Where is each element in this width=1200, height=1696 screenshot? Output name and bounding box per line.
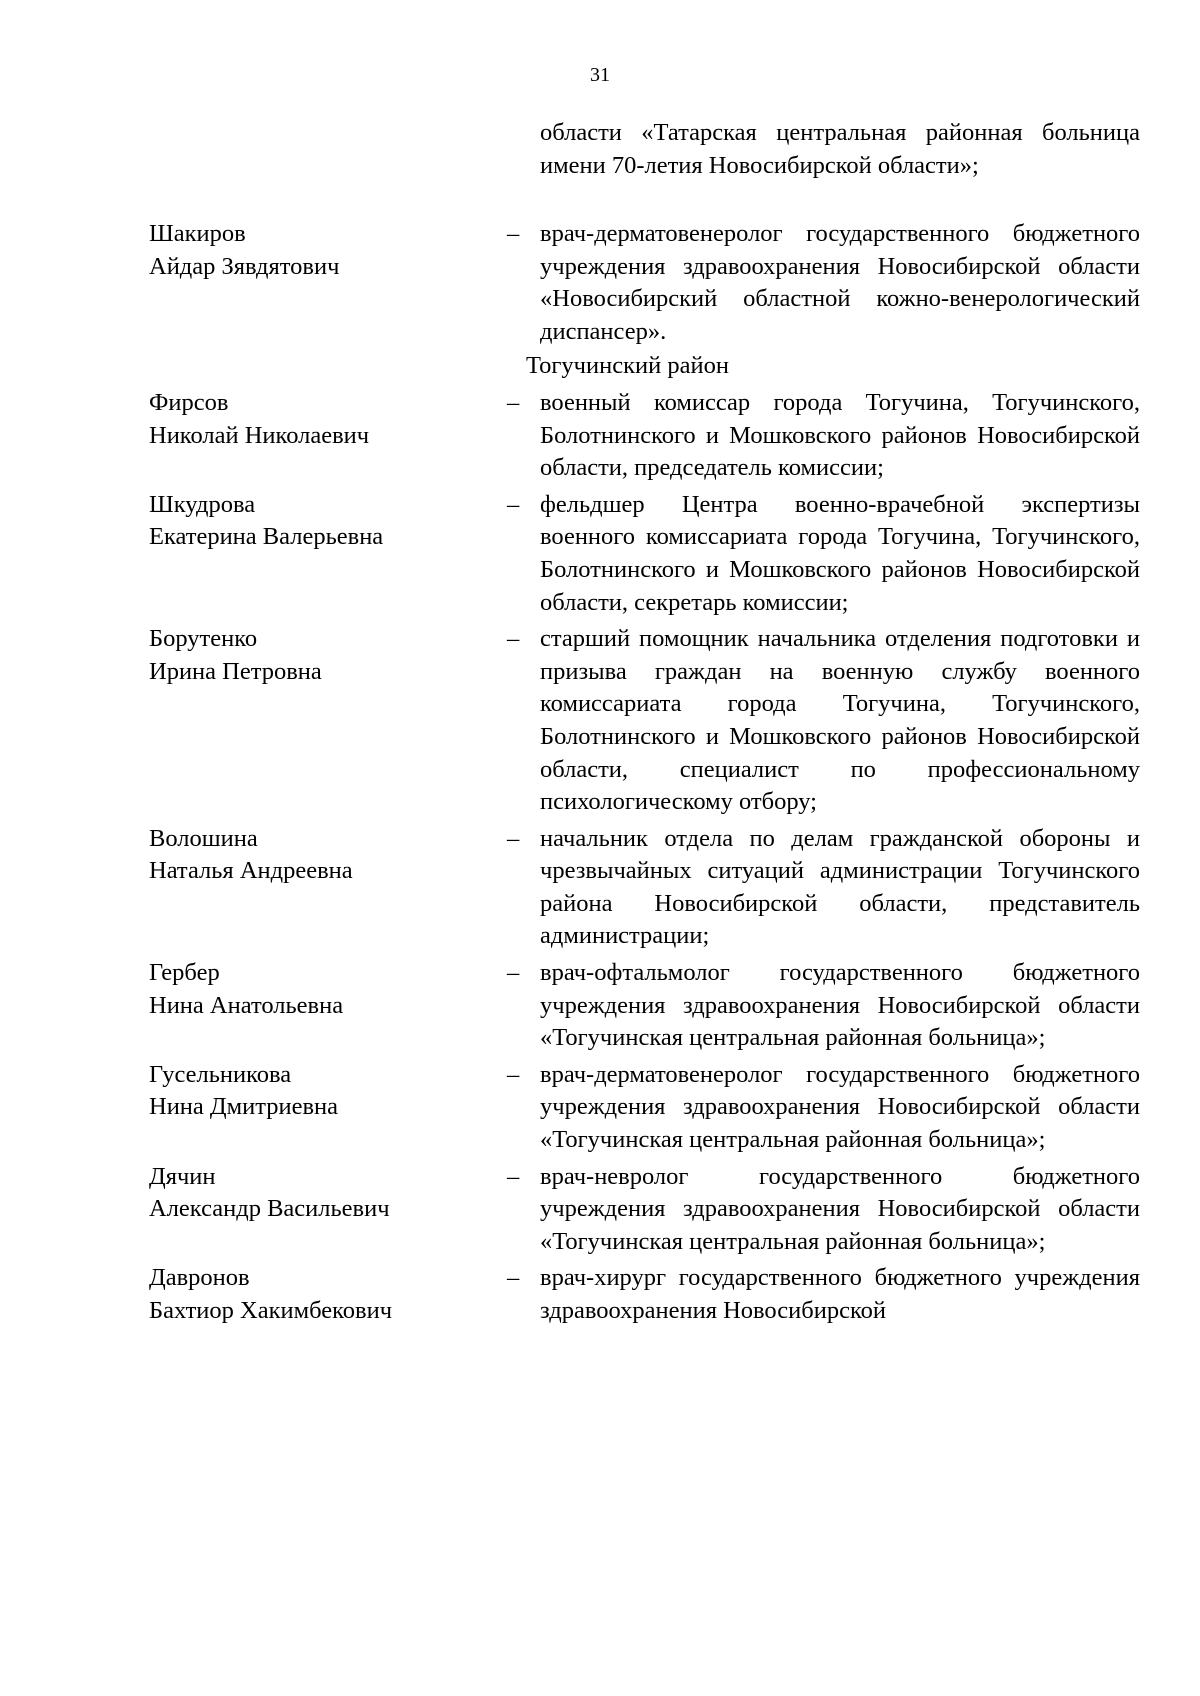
member-name (149, 623, 479, 688)
list-item (0, 1059, 1200, 1157)
list-item (0, 387, 1200, 485)
list-item (0, 489, 1200, 619)
list-item (0, 1262, 1200, 1327)
member-name (149, 387, 479, 452)
dash-separator: – (507, 388, 520, 416)
dash-separator: – (507, 959, 520, 987)
member-given-names: Наталья Андреевна (149, 857, 353, 885)
member-surname: Давронов (149, 1264, 250, 1292)
member-surname: Волошина (149, 824, 258, 852)
member-surname: Гусельникова (149, 1060, 292, 1088)
dash-separator: – (507, 625, 520, 653)
dash-separator: – (507, 220, 520, 247)
list-item (0, 823, 1200, 953)
member-name (149, 957, 479, 1022)
dash-separator: – (507, 490, 520, 518)
member-given-names: Бахтиор Хакимбекович (149, 1297, 393, 1324)
member-given-names: Александр Васильевич (149, 1195, 390, 1223)
member-surname: Дячин (149, 1162, 216, 1190)
page-number: 31 (590, 64, 610, 86)
dash-separator: – (507, 1162, 520, 1190)
member-surname: Гербер (149, 959, 220, 987)
member-given-names: Айдар Зявдятович (149, 252, 340, 280)
member-surname: Шакиров (149, 220, 246, 247)
member-position: военный комиссар города Тогучина, Тогучинского, Болотнинского и Мошковского районов Новосибирской области, председатель комиссии; (540, 388, 1140, 482)
member-surname: Шкудрова (149, 490, 256, 518)
list-item (0, 957, 1200, 1055)
member-list (0, 218, 1200, 1328)
dash-separator: – (507, 1264, 520, 1292)
member-position: врач-дерматовенеролог государственного бюджетного учреждения здравоохранения Новосибирской области «Тогучинская центральная районная больница»; (540, 1060, 1140, 1154)
member-name (149, 823, 479, 888)
member-position: начальник отдела по делам гражданской обороны и чрезвычайных ситуаций администрации Тогучинского района Новосибирской области, представитель администрации; (540, 824, 1140, 950)
member-position: врач-офтальмолог государственного бюджетного учреждения здравоохранения Новосибирской области «Тогучинская центральная районная больница»; (540, 959, 1140, 1052)
member-position: врач-невролог государственного бюджетного учреждения здравоохранения Новосибирской области «Тогучинская центральная районная больница»; (540, 1162, 1140, 1255)
continuation-text: области «Татарская центральная районная больница имени 70-летия Новосибирской области»; (540, 119, 1140, 179)
member-name (149, 218, 479, 283)
list-item (0, 623, 1200, 819)
member-given-names: Нина Анатольевна (149, 991, 344, 1019)
member-name (149, 489, 479, 554)
dash-separator: – (507, 824, 520, 852)
member-given-names: Екатерина Валерьевна (149, 523, 384, 551)
member-position: старший помощник начальника отделения подготовки и призыва граждан на военную службу военного комиссариата города Тогучина, Тогучинского, Болотнинского и Мошковского районов Новосибирской области, специалист по профессиональному психологическому отбору; (540, 625, 1140, 816)
list-item (0, 1161, 1200, 1259)
member-position: фельдшер Центра военно-врачебной экспертизы военного комиссариата города Тогучина, Тогучинского, Болотнинского и Мошковского районов Новосибирской области, секретарь комиссии; (540, 490, 1140, 616)
member-surname: Фирсов (149, 388, 229, 416)
member-surname: Борутенко (149, 625, 258, 653)
member-given-names: Ирина Петровна (149, 657, 322, 685)
member-position: врач-хирург государственного бюджетного учреждения здравоохранения Новосибирской (540, 1264, 1140, 1324)
list-item (0, 218, 1200, 348)
dash-separator: – (507, 1060, 520, 1088)
section-heading: Тогучинский район (526, 352, 729, 380)
member-given-names: Нина Дмитриевна (149, 1093, 339, 1121)
member-name (149, 1161, 479, 1226)
member-given-names: Николай Николаевич (149, 421, 370, 449)
member-position: врач-дерматовенеролог государственного бюджетного учреждения здравоохранения Новосибирской области «Новосибирский областной кожно-венерологический диспансер». (540, 220, 1140, 345)
member-name (149, 1059, 479, 1124)
member-name (149, 1262, 479, 1327)
